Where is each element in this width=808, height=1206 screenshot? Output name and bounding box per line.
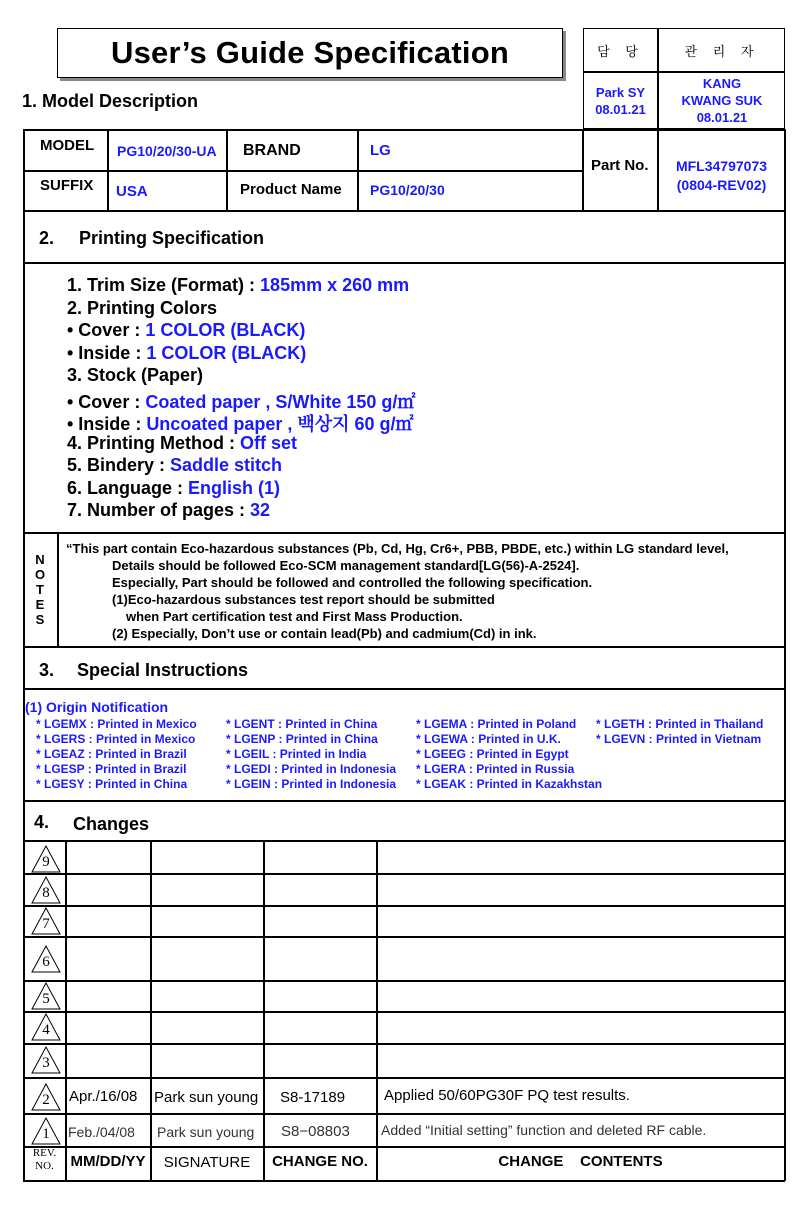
change-contents-header: CHANGE CONTENTS xyxy=(498,1153,663,1170)
change-contents: Added “Initial setting” function and deleted RF cable. xyxy=(381,1122,707,1138)
note-line: “This part contain Eco-hazardous substances (Pb, Cd, Hg, Cr6+, PBB, PBDE, etc.) within LG standard level, xyxy=(66,541,729,556)
note-line: when Part certification test and First Mass Production. xyxy=(126,609,463,624)
suffix-label: SUFFIX xyxy=(40,177,94,194)
origin-entry: * LGEVN : Printed in Vietnam xyxy=(596,732,762,746)
revision-triangle-icon: 9 xyxy=(31,845,61,873)
date-header: MM/DD/YY xyxy=(70,1153,146,1170)
approval-manager-value: Park SY 08.01.21 xyxy=(595,84,646,117)
origin-entry: * LGENP : Printed in China xyxy=(226,732,378,746)
document-title: User’s Guide Specification xyxy=(57,28,563,78)
origin-entry: * LGEWA : Printed in U.K. xyxy=(416,732,561,746)
approval-box xyxy=(583,28,785,129)
brand-label: BRAND xyxy=(243,142,301,159)
spec-inside-color: • Inside : 1 COLOR (BLACK) xyxy=(67,343,307,363)
spec-cover-paper: • Cover : Coated paper , S/White 150 g/㎡ xyxy=(67,392,416,412)
revision-triangle-icon: 3 xyxy=(31,1046,61,1074)
revision-triangle-icon: 4 xyxy=(31,1013,61,1041)
origin-entry: * LGESP : Printed in Brazil xyxy=(36,762,187,776)
origin-entry: * LGETH : Printed in Thailand xyxy=(596,717,764,731)
spec-stock: 3. Stock (Paper) xyxy=(67,365,204,385)
suffix-value: USA xyxy=(116,183,148,200)
origin-entry: * LGEMA : Printed in Poland xyxy=(416,717,577,731)
spec-trim-size: 1. Trim Size (Format) : 185mm x 260 mm xyxy=(67,275,410,295)
spec-cover-color: • Cover : 1 COLOR (BLACK) xyxy=(67,320,306,340)
change-date: Apr./16/08 xyxy=(69,1088,138,1105)
revision-triangle-icon: 6 xyxy=(31,945,61,973)
section4-title: Changes xyxy=(73,814,150,834)
note-line: (1)Eco-hazardous substances test report should be submitted xyxy=(112,592,495,607)
revision-triangle-icon: 2 xyxy=(31,1083,61,1111)
spec-printing-colors: 2. Printing Colors xyxy=(67,298,218,318)
signature-header: SIGNATURE xyxy=(163,1154,251,1171)
origin-entry: * LGESY : Printed in China xyxy=(36,777,188,791)
spec-number-of-pages: 7. Number of pages : 32 xyxy=(67,500,271,520)
note-line: Especially, Part should be followed and controlled the following specification. xyxy=(112,575,593,590)
origin-entry: * LGEIN : Printed in Indonesia xyxy=(226,777,397,791)
note-line: Details should be followed Eco-SCM management standard[LG(56)-A-2524]. xyxy=(112,558,580,573)
change-number: S8-17189 xyxy=(280,1089,346,1106)
model-value: PG10/20/30-UA xyxy=(117,143,217,159)
change-signature: Park sun young xyxy=(154,1089,259,1106)
product-name-label: Product Name xyxy=(240,181,342,198)
origin-entry: * LGERA : Printed in Russia xyxy=(416,762,575,776)
revision-triangle-icon: 5 xyxy=(31,982,61,1010)
notes-side-label: N O T E S xyxy=(34,552,46,627)
product-name-value: PG10/20/30 xyxy=(370,182,445,198)
spec-language: 6. Language : English (1) xyxy=(67,478,281,498)
origin-entry: * LGEMX : Printed in Mexico xyxy=(36,717,197,731)
change-no-header: CHANGE NO. xyxy=(272,1153,368,1170)
rev-no-header: REV. NO. xyxy=(32,1147,57,1172)
approval-header-manager: 담 당 xyxy=(597,43,644,59)
change-contents: Applied 50/60PG30F PQ test results. xyxy=(384,1087,630,1104)
origin-entry: * LGEDI : Printed in Indonesia xyxy=(226,762,397,776)
revision-triangle-icon: 1 xyxy=(31,1117,61,1145)
origin-title: (1) Origin Notification xyxy=(25,699,169,715)
brand-value: LG xyxy=(370,142,391,159)
change-signature: Park sun young xyxy=(157,1124,255,1140)
spec-bindery: 5. Bindery : Saddle stitch xyxy=(67,455,283,475)
section1-title: 1. Model Description xyxy=(22,91,199,111)
section2-number: 2. xyxy=(39,228,55,248)
origin-entry: * LGERS : Printed in Mexico xyxy=(36,732,196,746)
spec-inside-paper: • Inside : Uncoated paper , 백상지 60 g/㎡ xyxy=(67,414,414,434)
change-date: Feb./04/08 xyxy=(68,1124,135,1140)
approval-supervisor-value: KANG KWANG SUK 08.01.21 xyxy=(681,76,763,125)
model-label: MODEL xyxy=(40,137,95,154)
part-no-label: Part No. xyxy=(591,157,649,174)
part-no-value: MFL34797073 (0804-REV02) xyxy=(675,158,768,193)
note-line: (2) Especially, Don’t use or contain lead(Pb) and cadmium(Cd) in ink. xyxy=(112,626,537,641)
section3-title: Special Instructions xyxy=(77,660,249,680)
revision-triangle-icon: 7 xyxy=(31,907,61,935)
spec-printing-method: 4. Printing Method : Off set xyxy=(67,433,298,453)
change-number: S8−08803 xyxy=(281,1123,350,1140)
section3-number: 3. xyxy=(39,660,55,680)
origin-entry: * LGEAK : Printed in Kazakhstan xyxy=(416,777,603,791)
section2-title: Printing Specification xyxy=(79,228,265,248)
origin-entry: * LGEEG : Printed in Egypt xyxy=(416,747,569,761)
origin-entry: * LGEAZ : Printed in Brazil xyxy=(36,747,187,761)
origin-entry: * LGENT : Printed in China xyxy=(226,717,378,731)
section4-number: 4. xyxy=(34,812,50,832)
approval-header-supervisor: 관 리 자 xyxy=(684,43,760,59)
origin-entry: * LGEIL : Printed in India xyxy=(226,747,367,761)
revision-triangle-icon: 8 xyxy=(31,876,61,904)
